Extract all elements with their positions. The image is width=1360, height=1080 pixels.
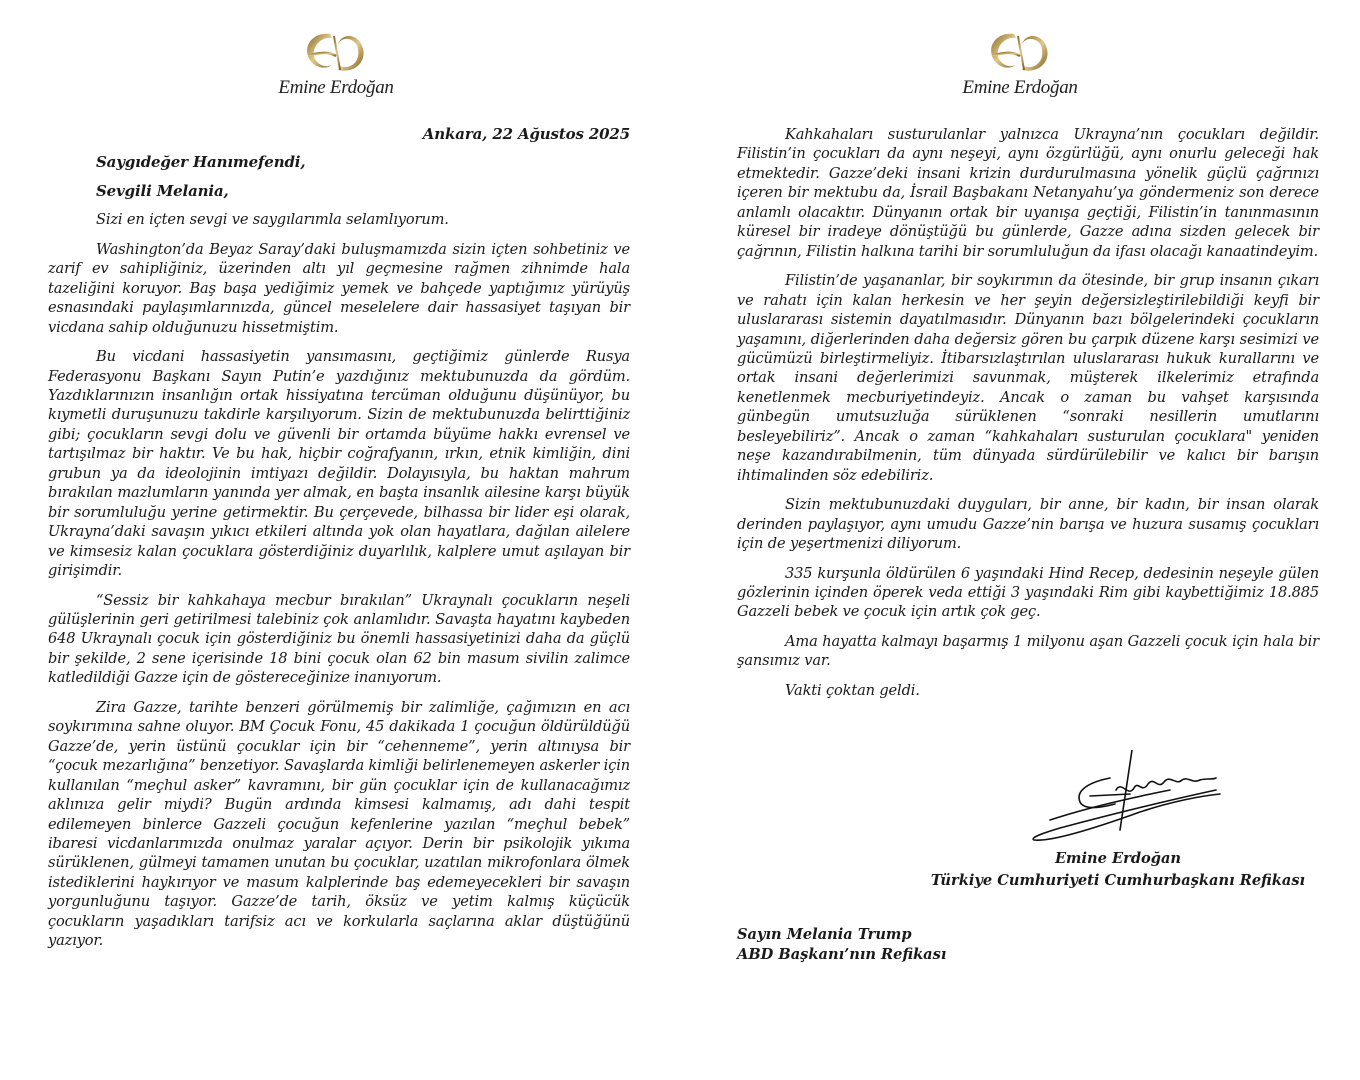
paragraph: Vakti çoktan geldi. (785, 681, 920, 699)
letter-body-right (737, 125, 1319, 710)
sender-signature-block (918, 848, 1318, 892)
paragraph: Filistin’de yaşananlar, bir soykırımın da ötesinde, bir grup insanın çıkarı ve rahatı için kalan herkesin ve her şeyin değersizleştirilebildiği keyfi bir uluslararası sistemin dayatılmasıdır. Dünyanın bazı bölgelerindeki çocukların yaşamını, diğerlerinden daha değersiz gören bu çarpık düzene karşı sesimizi ve gücümüzü birleştirmeliyiz. İtibarsızlaştırılan uluslararası hukuk kurallarını ve ortak insani değerlerimizi savunmak, müşterek ilkelerimiz etrafında kenetlenmek mecburiyetindeyiz. Ancak o zaman bu vahşet karşısında günbegün umutsuzluğa sürüklenen “sonraki nesillerin umutlarını besleyebiliriz”. Ancak o zaman “kahkahaları susturulan çocuklara" yeniden neşe kazandırabilmenin, tüm dünyada sürdürülebilir ve kalıcı bir barışın ihtimalinden söz edebiliriz. (737, 272, 1319, 484)
salutation-formal: Saygıdeğer Hanımefendi, (96, 153, 306, 172)
recipient-title: ABD Başkanı’nın Refikası (737, 946, 947, 963)
recipient-name: Sayın Melania Trump (737, 926, 912, 943)
paragraph: Sizin mektubunuzdaki duyguları, bir anne, bir kadın, bir insan olarak derinden paylaşıyor, aynı umudu Gazze’nin barışa ve huzura susamış çocukları için de yeşertmenizi diliyorum. (737, 496, 1319, 553)
handwritten-signature-icon (1020, 750, 1230, 845)
salutation-personal: Sevgili Melania, (96, 181, 229, 200)
letter-body-left (48, 125, 630, 961)
paragraph: Ama hayatta kalmayı başarmış 1 milyonu aşan Gazzeli çocuk için hala bir şansımız var. (737, 632, 1319, 670)
sender-name: Emine Erdoğan (1054, 850, 1182, 867)
greeting: Sizi en içten sevgi ve saygılarımla selamlıyorum. (96, 211, 449, 229)
paragraph: 335 kurşunla öldürülen 6 yaşındaki Hind Recep, dedesinin neşeyle gülen gözlerinin içinden öperek veda ettiği 3 yaşındaki Rim gibi kaybettiğimiz 18.885 Gazzeli bebek ve çocuk için artık çok geç. (737, 564, 1319, 621)
paragraph: Washington’da Beyaz Saray’daki buluşmamızda sizin içten sohbetiniz ve zarif ev sahipliğiniz, üzerinden altı yıl geçmesine rağmen zihnimde hala tazeliğini koruyor. Baş başa yediğimiz yemek ve bahçede yaptığımız yürüyüş esnasındaki paylaşımlarınızda, güncel meselelere dair hassasiyet taşıyan bir vicdana sahip olduğunuzu hissetmiştim. (48, 240, 630, 336)
letterhead-logo (266, 26, 406, 106)
monogram-icon (300, 26, 372, 78)
sender-title: Türkiye Cumhuriyeti Cumhurbaşkanı Refikası (930, 872, 1306, 889)
monogram-icon (984, 26, 1056, 78)
letter-date: Ankara, 22 Ağustos 2025 (422, 125, 630, 143)
logo-name: Emine Erdoğan (278, 77, 394, 98)
paragraph: Zira Gazze, tarihte benzeri görülmemiş bir zalimliğe, çağımızın en acı soykırımına sahne oluyor. BM Çocuk Fonu, 45 dakikada 1 çocuğun öldürüldüğü Gazze’de, yerin üstünü çocuklar için bir “cehenneme”, yerin altınıysa bir “çocuk mezarlığına” benzetiyor. Savaşlarda kimliği belirlenemeyen askerler için kullanılan “meçhul asker” kavramını, bir gün çocuklar için de kullanacağımız aklınıza gelir miydi? Bugün ardında kimsesi kalmamış, adı dahi tespit edilemeyen binlerce Gazzeli çocuğun kefenlerine yazılan “meçhul bebek” ibaresi vicdanlarımızda onulmaz yaralar açıyor. Derin bir psikolojik yıkıma sürüklenen, gülmeyi tamamen unutan bu çocuklar, uzatılan mikrofonlara ölmek istediklerini haykırıyor ve masum kalplerinde baş edemeyecekleri bir savaşın yorgunluğunu taşıyor. Gazze’de tarih, öksüz ve yetim kalmış küçücük çocukların yaşadıkları tarifsiz acı ve korkularla saçlarına aklar düştüğünü yazıyor. (48, 698, 630, 950)
paragraph: Bu vicdani hassasiyetin yansımasını, geçtiğimiz günlerde Rusya Federasyonu Başkanı Sayın Putin’e yazdığınız mektubunuzda da gördüm. Yazdıklarınızın insanlığın ortak hissiyatına tercüman olduğunu düşünüyor, bu kıymetli duruşunuzu takdirle karşılıyorum. Sizin de mektubunuzda belirttiğiniz gibi; çocukların sevgi dolu ve güvenli bir ortamda büyüme hakkı evrensel ve tartışılmaz bir haktır. Ve bu hak, hiçbir coğrafyanın, ırkın, etnik kimliğin, dini grubun ya da ideolojinin imtiyazı değildir. Dolayısıyla, bu haktan mahrum bırakılan mazlumların yanında yer almak, en başta insanlık ailesine karşı büyük bir sorumluluğu yerine getirmektir. Bu çerçevede, bilhassa bir lider eşi olarak, Ukrayna’daki savaşın yıkıcı etkileri altında yok olan hayatlara, dağılan ailelere ve kimsesiz kalan çocuklara gösterdiğiniz duyarlılık, kalplere umut aşılayan bir girişimdir. (48, 348, 630, 580)
recipient-block (737, 925, 946, 965)
paragraph: Kahkahaları susturulanlar yalnızca Ukrayna’nın çocukları değildir. Filistin’in çocukları da aynı neşeyi, aynı özgürlüğü, aynı onurlu geleceği hak etmektedir. Gazze’deki insani krizin durdurulmasına yönelik güçlü çağrınızı içeren bir mektubu da, İsrail Başbakanı Netanyahu’ya göndermeniz son derece anlamlı olacaktır. Dünyanın ortak bir uyanışa geçtiği, Filistin’in tanınmasının küresel bir iradeye dönüştüğü bu günlerde, Gazze adına sizden gelecek bir çağrının, Filistin halkına tarihi bir sorumluluğun da ifası olacağı kanaatindeyim. (737, 126, 1319, 260)
paragraph: “Sessiz bir kahkahaya mecbur bırakılan” Ukraynalı çocukların neşeli gülüşlerinin geri getirilmesi talebiniz çok anlamlıdır. Savaşta hayatını kaybeden 648 Ukraynalı çocuk için gösterdiğiniz bu önemli hassasiyetinizi daha da güçlü bir şekilde, 2 sene içerisinde 18 bini çocuk olan 62 bin masum sivilin zalimce katledildiği Gazze için de göstereceğinize inanıyorum. (48, 591, 630, 687)
logo-name: Emine Erdoğan (962, 77, 1078, 98)
letterhead-logo (950, 26, 1090, 106)
letter-page-2 (680, 0, 1360, 1080)
